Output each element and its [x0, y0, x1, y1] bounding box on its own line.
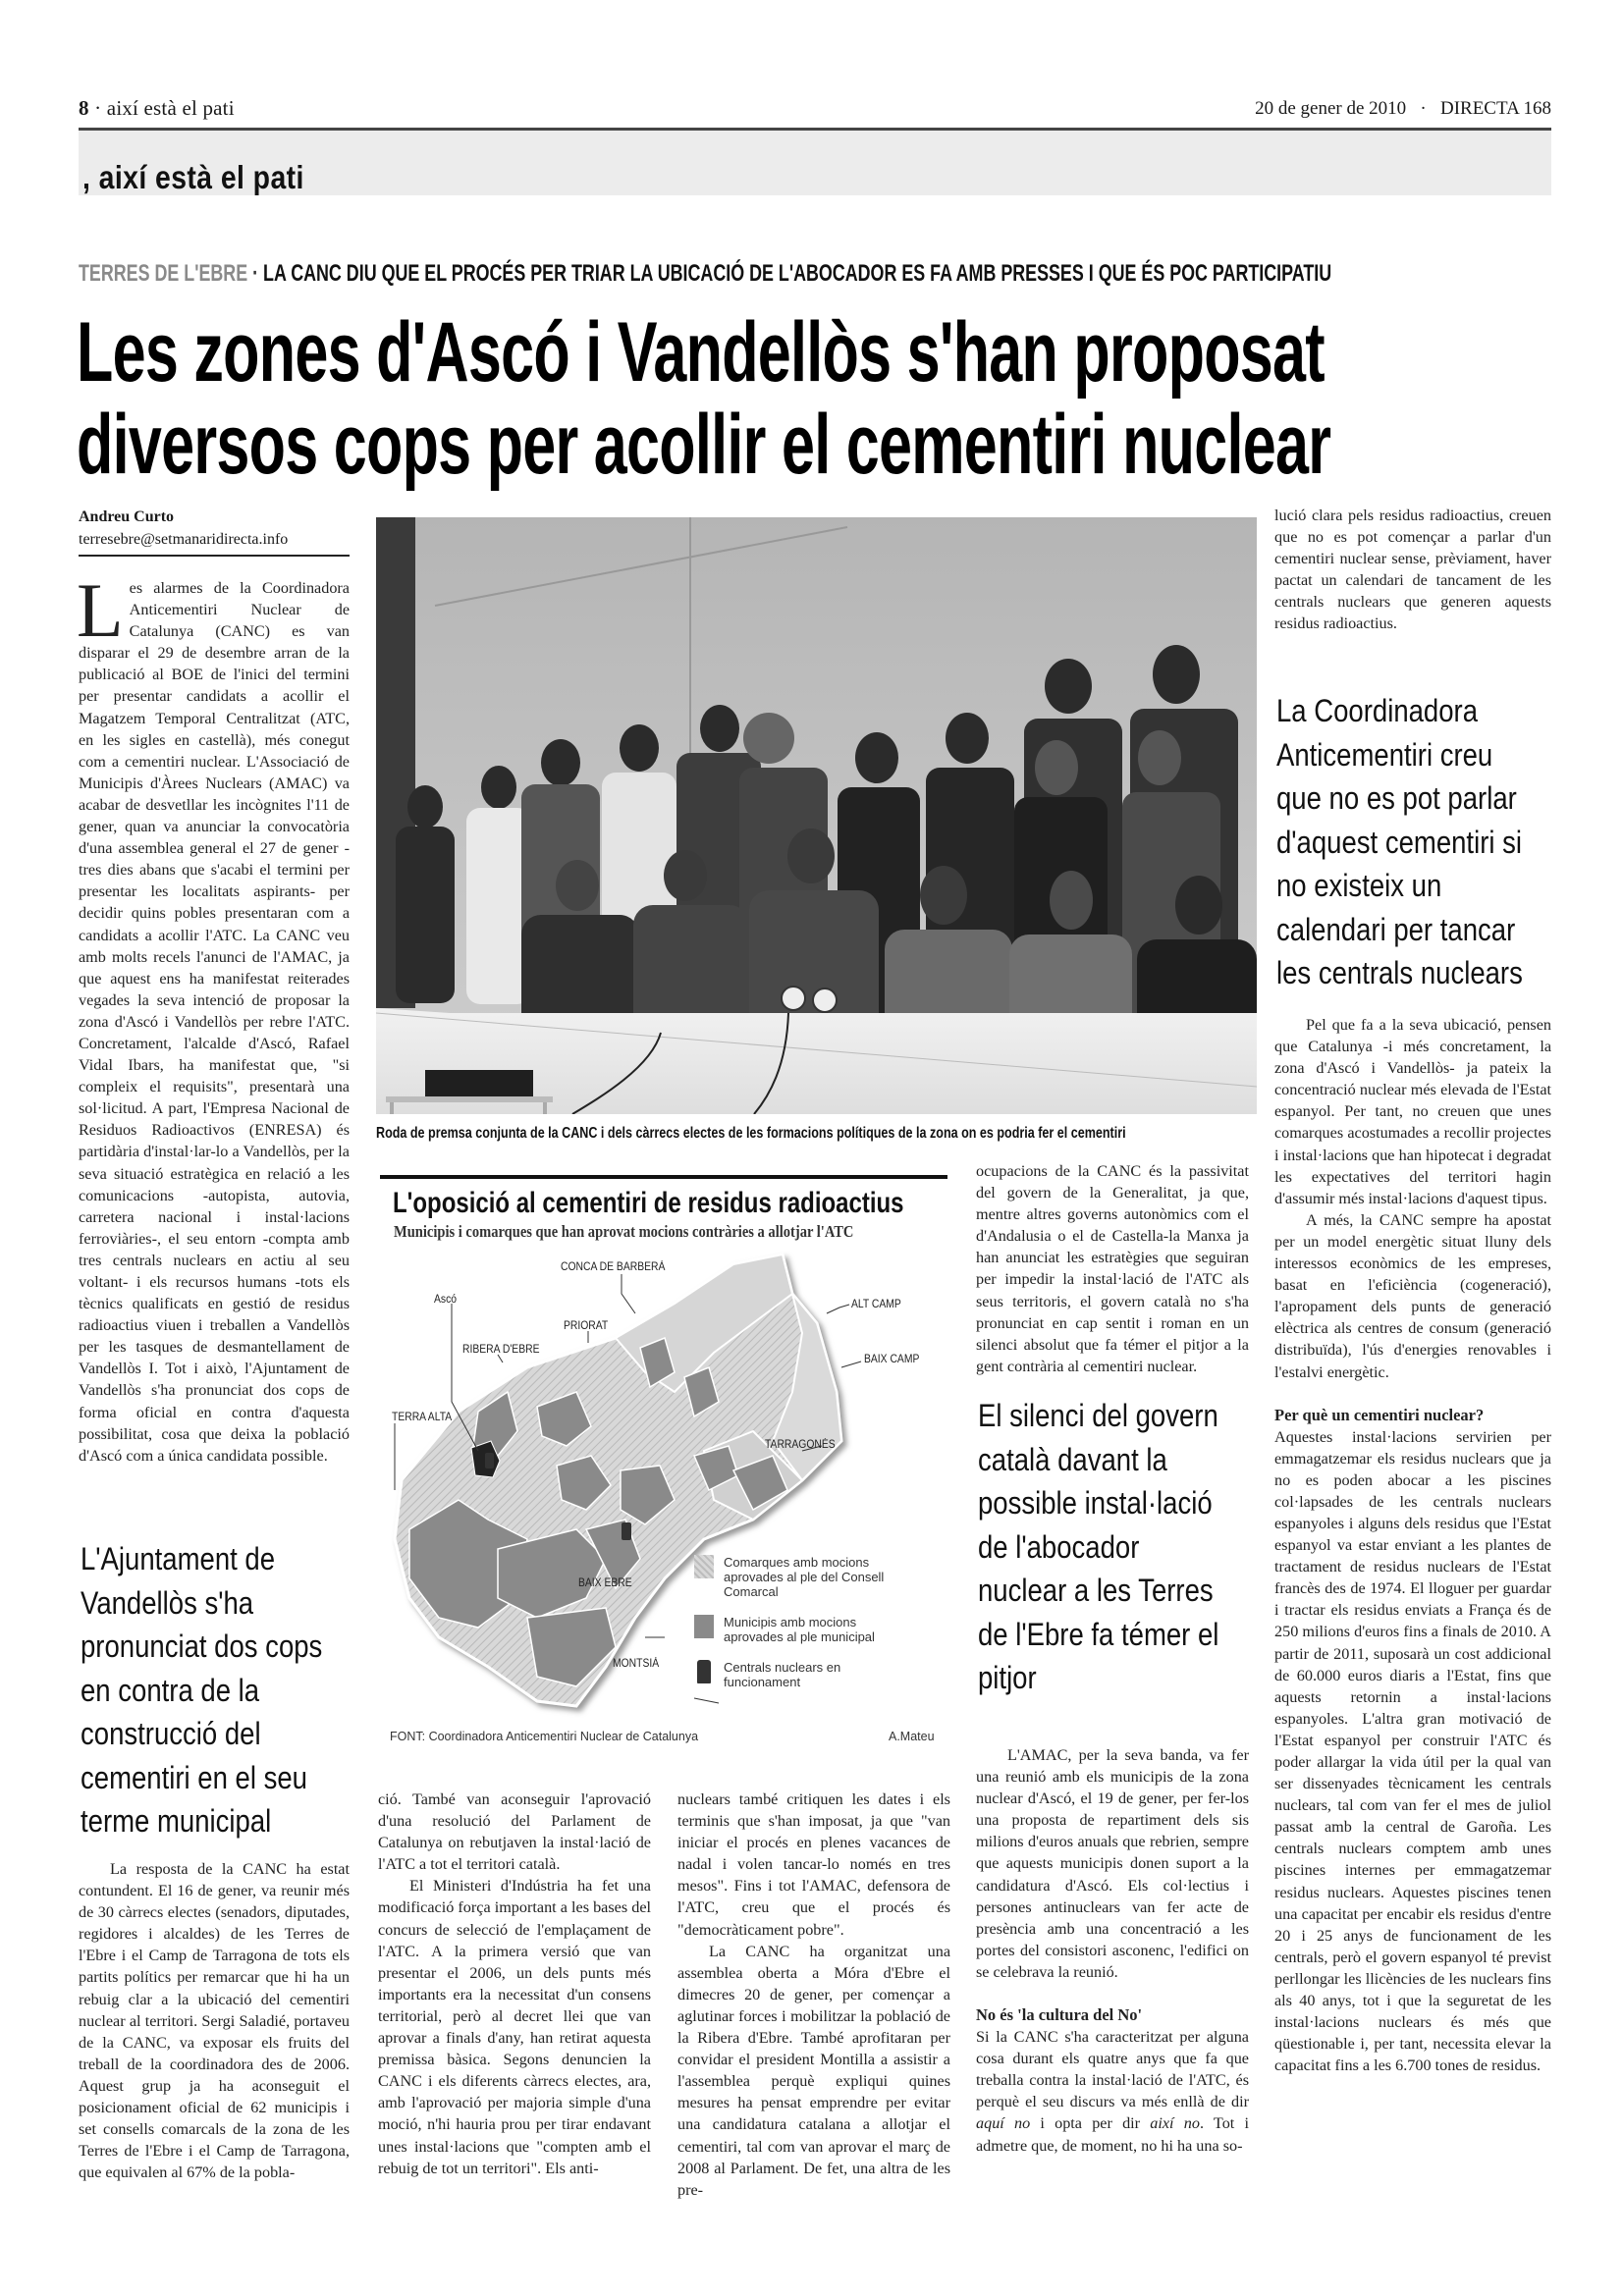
issue-number: DIRECTA 168: [1439, 98, 1551, 119]
byline-email[interactable]: terresebre@setmanaridirecta.info: [79, 531, 289, 548]
kicker-tag: TERRES DE L'EBRE: [79, 260, 248, 287]
paragraph: nuclears també critiquen les dates i els terminis que s'han imposat, ja que "van iniciar el procés en plenes vacances de nadal i volen tancar-lo només en tres mesos". Fins i tot l'AMAC, defensora de l'ATC, creu que el procés és "democràticament pobre".: [677, 1790, 950, 1939]
cooling-tower-icon: [697, 1660, 711, 1683]
dateline: [1255, 98, 1551, 120]
paragraph: ocupacions de la CANC és la passivitat del govern de la Generalitat, ja que, mentre altres governs autonòmics com el d'Andalusia o el de Castella-la Manxa ja han anunciat les estratègies que seguiran per impedir la instal·lació de l'ATC als seus territoris, el govern català no s'ha pronunciat en cap sentit i roman en un silenci absolut que fa témer el pitjor a la gent contrària al cementiri nuclear.: [976, 1162, 1249, 1375]
map-tarragona-region: [380, 1245, 954, 1735]
legend-label: Comarques amb mocions aprovades al ple del Consell Comarcal: [724, 1555, 885, 1599]
map-label-alt-camp: ALT CAMP: [851, 1299, 901, 1310]
paragraph: L'AMAC, per la seva banda, va fer una reunió amb els municipis de la zona nuclear d'Ascó, el 19 de gener, per fer-los una proposta de repartiment dels sis milions d'euros anuals que rebrien, sempre que aquests municipis donen suport a la candidatura d'Ascó. Els col·lectius i persones antinuclears van fer acte de presència amb una concentració a les portes del consistori asconenc, l'edifici on se celebrava la reunió.: [976, 1746, 1249, 1981]
column-4-body: [976, 1160, 1249, 1377]
paragraph: es alarmes de la Coordinadora Anticementiri Nuclear de Catalunya (CANC) es van disparar el 29 de desembre arran de la publicació al BOE de l'inici del termini per presentar candidats a acollir el Magatzem Temporal Centralitzat (ATC, en les sigles en castellà), més conegut com a cementiri nuclear. L'Associació de Municipis d'Àrees Nuclears (AMAC) va acabar de desvetllar les incògnites l'11 de gener, quan va anunciar la convocatòria d'una assemblea general el 27 de gener -tres dies abans que s'acabi el termini per presentar les localitats aspirants- per decidir quins pobles presentaran com a candidats a acollir l'ATC. La CANC veu amb molts recels l'anunci de l'AMAC, ja que aquest ens ha manifestat reiterades vegades la seva intenció de proposar la zona d'Ascó i Vandellòs per rebre l'ATC. Concretament, l'alcalde d'Ascó, Rafael Vidal Ibars, ha manifestat que, "si compleix el requisits", presentarà una sol·licitud. A part, l'Empresa Nacional de Residuos Radioactivos (ENRESA) és partidària d'instal·lar-lo a Vandellòs, per la seva situació estratègica en relació a les comunicacions -autopista, autovia, carretera nacional i instal·lacions ferroviàries-, el seu entorn -compta amb tres centrals nuclears en actiu al seu voltant- i els recursos humans -tots els tècnics qualificats en gestió de residus radioactius viuen i treballen a Vandellòs per les tasques de desmantellament de Vandellòs I. Tot i això, l'Ajuntament de Vandellòs s'ha pronunciat dos cops de forma oficial en contra d'aquesta possibilitat, cosa que deixa la població d'Ascó com a única candidata possible.: [79, 579, 350, 1465]
headline-line-2: diversos cops per acollir el cementiri nuclear: [77, 398, 1331, 492]
byline-author: Andreu Curto: [79, 508, 175, 525]
press-conference-photo: [376, 517, 1257, 1114]
solid-swatch-icon: [694, 1615, 714, 1638]
hatched-swatch-icon: [694, 1555, 714, 1578]
map-credit: A.Mateu: [889, 1730, 935, 1743]
map-subtitle: Municipis i comarques que han aprovat mocions contràries a allotjar l'ATC: [394, 1222, 854, 1241]
legend-item-comarques: [694, 1555, 891, 1599]
map-label-baix-camp: BAIX CAMP: [864, 1354, 920, 1365]
kicker-text: LA CANC DIU QUE EL PROCÉS PER TRIAR LA UBICACIÓ DE L'ABOCADOR ES FA AMB PRESSES I QUE ÉS POC PARTICIPATIU: [263, 260, 1332, 287]
pull-quote-coordinadora: La Coordinadora Anticementiri creu que no es pot parlar d'aquest cementiri si no existeix un calendari per tancar les centrals nuclears: [1276, 693, 1523, 990]
column-2-body: [378, 1789, 651, 2179]
paragraph: ció. També van aconseguir l'aprovació d'una resolució del Parlament de Catalunya on rebutjaven la instal·lació de l'ATC a tot el territori català.: [378, 1790, 651, 1874]
paragraph: Si la CANC s'ha caracteritzat per alguna cosa durant els quatre anys que fa que treballa contra la instal·lació de l'ATC, és perquè el seu discurs va més enllà de dir aquí no i opta per dir així no. Tot i admetre que, de moment, no hi ha una so-: [976, 2028, 1249, 2155]
paragraph: La resposta de la CANC ha estat contundent. El 16 de gener, va reunir més de 30 càrrecs electes (senadors, diputades, regidores i alcaldes) de les Terres de l'Ebre i el Camp de Tarragona de tots els partits polítics per remarcar que hi ha un rebuig clar a la ubicació del cementiri nuclear al territori. Sergi Saladié, portaveu de la CANC, va exposar els fruits del treball de la coordinadora des de 2006. Aquest grup ja ha aconseguit el posicionament oficial de 62 municipis i set consells comarcals de la zona de les Terres de l'Ebre i el Camp de Tarragona, que equivalen al 67% de la pobla-: [79, 1860, 350, 2182]
map-label-tarragones: TARRAGONÈS: [765, 1439, 836, 1451]
headline: [77, 306, 1330, 491]
map-label-terra-alta: TERRA ALTA: [392, 1412, 453, 1423]
legend-item-centrals: [694, 1660, 891, 1689]
page-folio: [79, 96, 235, 121]
paragraph: La CANC ha organitzat una assemblea oberta a Móra d'Ebre el dimecres 20 de gener, per començar a aglutinar forces i mobilitzar la població de la Ribera d'Ebre. També aprofitaran per convidar el president Montilla a assistir a l'assemblea perquè expliqui quines mesures ha pensat emprendre per evitar una candidatura catalana a allotjar el cementiri, tal com van aprovar el març de 2008 al Parlament. De fet, una altra de les pre-: [677, 1942, 950, 2199]
column-4-continued: [976, 1744, 1249, 2157]
map-label-priorat: PRIORAT: [564, 1320, 609, 1332]
subhead-cultura-del-no: No és 'la cultura del No': [976, 2005, 1143, 2025]
section-band-title: , així està el pati: [82, 159, 304, 195]
page-number: 8: [79, 96, 89, 120]
map-label-ribera-debre: RIBERA D'EBRE: [462, 1344, 540, 1356]
map-label-conca-de-barbera: CONCA DE BARBERÀ: [561, 1261, 666, 1273]
paragraph: El Ministeri d'Indústria ha fet una modificació força important a les bases del concurs de selecció de l'emplaçament de l'ATC. A la primera versió que van presentar el 2006, un dels punts més importants era la necessitat d'un consens territorial, però al decret llei que van aprovar a finals d'any, han retirat aquesta premissa bàsica. Segons denuncien la CANC i els diferents càrrecs electes, ara, amb l'aprovació per majoria simple d'una moció, n'hi hauria prou per tirar endavant unes instal·lacions que "compten amb el rebuig de tot un territori". Els anti-: [378, 1877, 651, 2177]
pull-quote-vandellos: L'Ajuntament de Vandellòs s'ha pronunciat dos cops en contra de la construcció del cementiri en el seu terme municipal: [81, 1541, 323, 1839]
drop-cap: L: [77, 567, 124, 653]
dateline-separator: ·: [1420, 98, 1427, 119]
legend-item-municipis: [694, 1615, 891, 1644]
map-legend: [694, 1555, 891, 1689]
paragraph: A més, la CANC sempre ha apostat per un model energètic situat lluny dels interessos econòmics de les empreses, basat en l'eficiència (cogeneració), l'apropament dels punts de generació elèctrica als centres de consum (generació distribuïda), l'ús d'energies renovables i l'estalvi energètic.: [1274, 1210, 1551, 1381]
kicker-separator: ·: [252, 260, 259, 287]
photo-caption: Roda de premsa conjunta de la CANC i dels càrrecs electes de les formacions polítiques de la zona on es podria fer el cementiri: [376, 1125, 1126, 1142]
column-1-body: [77, 567, 350, 1467]
byline-rule: [79, 555, 350, 557]
running-section: · així està el pati: [94, 96, 235, 120]
map-label-asco: Ascó: [434, 1294, 458, 1306]
map-source: FONT: Coordinadora Anticementiri Nuclear de Catalunya: [390, 1730, 699, 1743]
map-label-montsia: MONTSIÀ: [613, 1658, 660, 1670]
column-5-continued: [1274, 1014, 1551, 2076]
map-title: L'oposició al cementiri de residus radioactius: [393, 1187, 904, 1219]
map-top-rule: [380, 1175, 947, 1179]
issue-date: 20 de gener de 2010: [1255, 98, 1407, 119]
column-1-continued: [79, 1858, 350, 2183]
legend-label: Municipis amb mocions aprovades al ple municipal: [724, 1615, 875, 1644]
column-3-body: [677, 1789, 950, 2201]
pull-quote-silenci: El silenci del govern català davant la possible instal·lació de l'abocador nuclear a les Terres de l'Ebre fa témer el pitjor: [978, 1398, 1219, 1695]
press-conference-image: [376, 517, 1257, 1114]
paragraph: lució clara pels residus radioactius, creuen que no es pot començar a parlar d'un cementiri nuclear sense, prèviament, haver pactat un calendari de tancament de les centrals nuclears que generen aquests residus radioactius.: [1274, 507, 1551, 633]
map-label-baix-ebre: BAIX EBRE: [578, 1577, 632, 1589]
kicker: [79, 260, 1331, 288]
headline-line-1: Les zones d'Ascó i Vandellòs s'han proposat: [77, 305, 1325, 400]
legend-label: Centrals nuclears en funcionament: [724, 1660, 841, 1689]
column-5-body: [1274, 505, 1551, 635]
subhead-per-que: Per què un cementiri nuclear?: [1274, 1405, 1485, 1424]
paragraph: Pel que fa a la seva ubicació, pensen que Catalunya -i més concretament, la zona d'Ascó i Vandellòs- ja pateix la concentració nuclear més elevada de l'Estat espanyol. Per tant, no creuen que unes comarques acostumades a recollir projectes i instal·lacions que han hipotecat i degradat les expectatives del territori hagin d'assumir més instal·lacions d'aquest tipus.: [1274, 1016, 1551, 1207]
paragraph: Aquestes instal·lacions servirien per emmagatzemar els residus nuclears que ja no es poden abocar a les piscines col·lapsades de les centrals nuclears espanyoles i alguns dels residus que l'Estat espanyol va estar enviant a les plantes de tractament de residus nuclears de l'Estat francès des de 1974. El lloguer per guardar i tractar els residus enviats a França és de 250 milions d'euros fins a finals de 2010. A partir de 2011, suposarà un cost addicional de 60.000 euros diaris a l'Estat, fins que aquests retornin a instal·lacions espanyoles. L'altra gran motivació de l'Estat espanyol per construir l'ATC és poder allargar la vida útil per la qual van ser dissenyades tècnicament les centrals nuclears, tal com van fer el mes de juliol passat amb la central de Garoña. Les centrals nuclears comptem amb unes piscines internes per emmagatzemar residus nuclears. Aquestes piscines tenen una capacitat per encabir els residus d'entre 20 i 25 anys de funcionament de les centrals, però el govern espanyol té previst perllongar les llicències de les nuclears fins als 40 anys, tot i que la seguretat de les instal·lacions nuclears és més que qüestionable i, per tant, necessita elevar la capacitat fins a les 6.700 tones de residus.: [1274, 1427, 1551, 2075]
